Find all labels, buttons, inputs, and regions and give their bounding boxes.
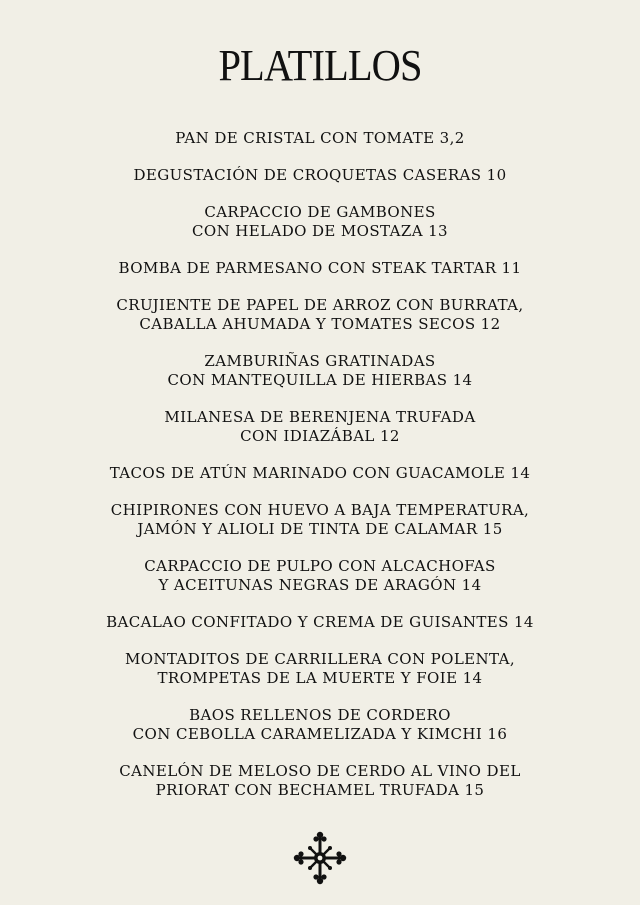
dish-item bbox=[0, 166, 640, 185]
dish-line: CON IDIAZÁBAL 12 bbox=[240, 427, 400, 445]
dish-line: MONTADITOS DE CARRILLERA CON POLENTA, bbox=[124, 650, 516, 668]
dish-item bbox=[0, 706, 640, 744]
dish-line: CRUJIENTE DE PAPEL DE ARROZ CON BURRATA, bbox=[116, 296, 524, 314]
dish-line: CON CEBOLLA CARAMELIZADA Y KIMCHI 16 bbox=[132, 725, 508, 743]
page-title: PLATILLOS bbox=[218, 41, 422, 90]
dish-line: CHIPIRONES CON HUEVO A BAJA TEMPERATURA, bbox=[110, 501, 530, 519]
dish-line: JAMÓN Y ALIOLI DE TINTA DE CALAMAR 15 bbox=[137, 520, 503, 538]
dish-line: CANELÓN DE MELOSO DE CERDO AL VINO DEL bbox=[119, 762, 521, 780]
ornamental-cross-icon bbox=[292, 830, 348, 886]
dish-line: TACOS DE ATÚN MARINADO CON GUACAMOLE 14 bbox=[109, 464, 531, 482]
dish-line: MILANESA DE BERENJENA TRUFADA bbox=[164, 408, 476, 426]
dish-item bbox=[0, 296, 640, 334]
dish-item bbox=[0, 259, 640, 278]
dish-line: BACALAO CONFITADO Y CREMA DE GUISANTES 14 bbox=[106, 613, 534, 631]
dish-item bbox=[0, 613, 640, 632]
dish-line: CARPACCIO DE GAMBONES bbox=[204, 203, 436, 221]
dish-item bbox=[0, 650, 640, 688]
dish-line: BOMBA DE PARMESANO CON STEAK TARTAR 11 bbox=[118, 259, 522, 277]
dish-line: CARPACCIO DE PULPO CON ALCACHOFAS bbox=[144, 557, 496, 575]
dish-line: PAN DE CRISTAL CON TOMATE 3,2 bbox=[175, 129, 465, 147]
dish-line: TROMPETAS DE LA MUERTE Y FOIE 14 bbox=[157, 669, 483, 687]
dish-item bbox=[0, 762, 640, 800]
dish-line: DEGUSTACIÓN DE CROQUETAS CASERAS 10 bbox=[133, 166, 507, 184]
dish-list bbox=[0, 129, 640, 818]
dish-item bbox=[0, 464, 640, 483]
dish-line: CON HELADO DE MOSTAZA 13 bbox=[192, 222, 448, 240]
dish-item bbox=[0, 203, 640, 241]
dish-item bbox=[0, 501, 640, 539]
dish-line: CABALLA AHUMADA Y TOMATES SECOS 12 bbox=[139, 315, 501, 333]
dish-item bbox=[0, 129, 640, 148]
dish-item bbox=[0, 408, 640, 446]
dish-item bbox=[0, 352, 640, 390]
dish-item bbox=[0, 557, 640, 595]
dish-line: Y ACEITUNAS NEGRAS DE ARAGÓN 14 bbox=[158, 576, 482, 594]
dish-line: BAOS RELLENOS DE CORDERO bbox=[189, 706, 451, 724]
dish-line: CON MANTEQUILLA DE HIERBAS 14 bbox=[167, 371, 473, 389]
dish-line: PRIORAT CON BECHAMEL TRUFADA 15 bbox=[155, 781, 485, 799]
dish-line: ZAMBURIÑAS GRATINADAS bbox=[204, 352, 436, 370]
